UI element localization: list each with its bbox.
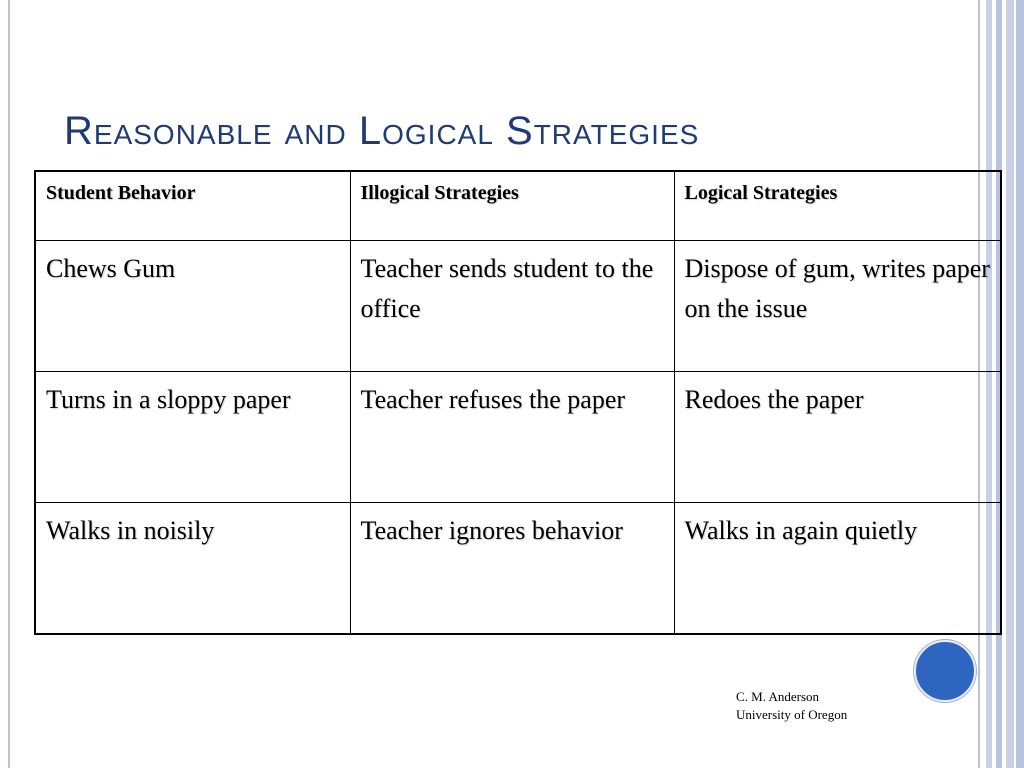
table-cell: Walks in noisily	[35, 503, 350, 635]
right-stripe	[1016, 0, 1024, 768]
author-credit	[736, 688, 847, 724]
right-stripe	[1006, 0, 1014, 768]
slide-title: Reasonable and Logical Strategies	[64, 109, 700, 153]
table-cell: Redoes the paper	[674, 372, 1001, 503]
table-cell: Teacher refuses the paper	[350, 372, 674, 503]
table-row	[35, 241, 1001, 372]
table-row	[35, 372, 1001, 503]
table-cell: Chews Gum	[35, 241, 350, 372]
table-row	[35, 503, 1001, 635]
column-header: Illogical Strategies	[350, 171, 674, 241]
author-affiliation: University of Oregon	[736, 707, 848, 722]
author-name: C. M. Anderson	[736, 689, 820, 704]
left-frame-line	[8, 0, 10, 768]
strategy-table	[34, 170, 1002, 635]
table-cell: Teacher ignores behavior	[350, 503, 674, 635]
table-cell: Turns in a sloppy paper	[35, 372, 350, 503]
table-cell: Teacher sends student to the office	[350, 241, 674, 372]
column-header: Logical Strategies	[674, 171, 1001, 241]
decorative-circle	[914, 640, 976, 702]
table-cell: Walks in again quietly	[674, 503, 1001, 635]
table-header-row	[35, 171, 1001, 241]
table-cell: Dispose of gum, writes paper on the issue	[674, 241, 1001, 372]
column-header: Student Behavior	[35, 171, 350, 241]
